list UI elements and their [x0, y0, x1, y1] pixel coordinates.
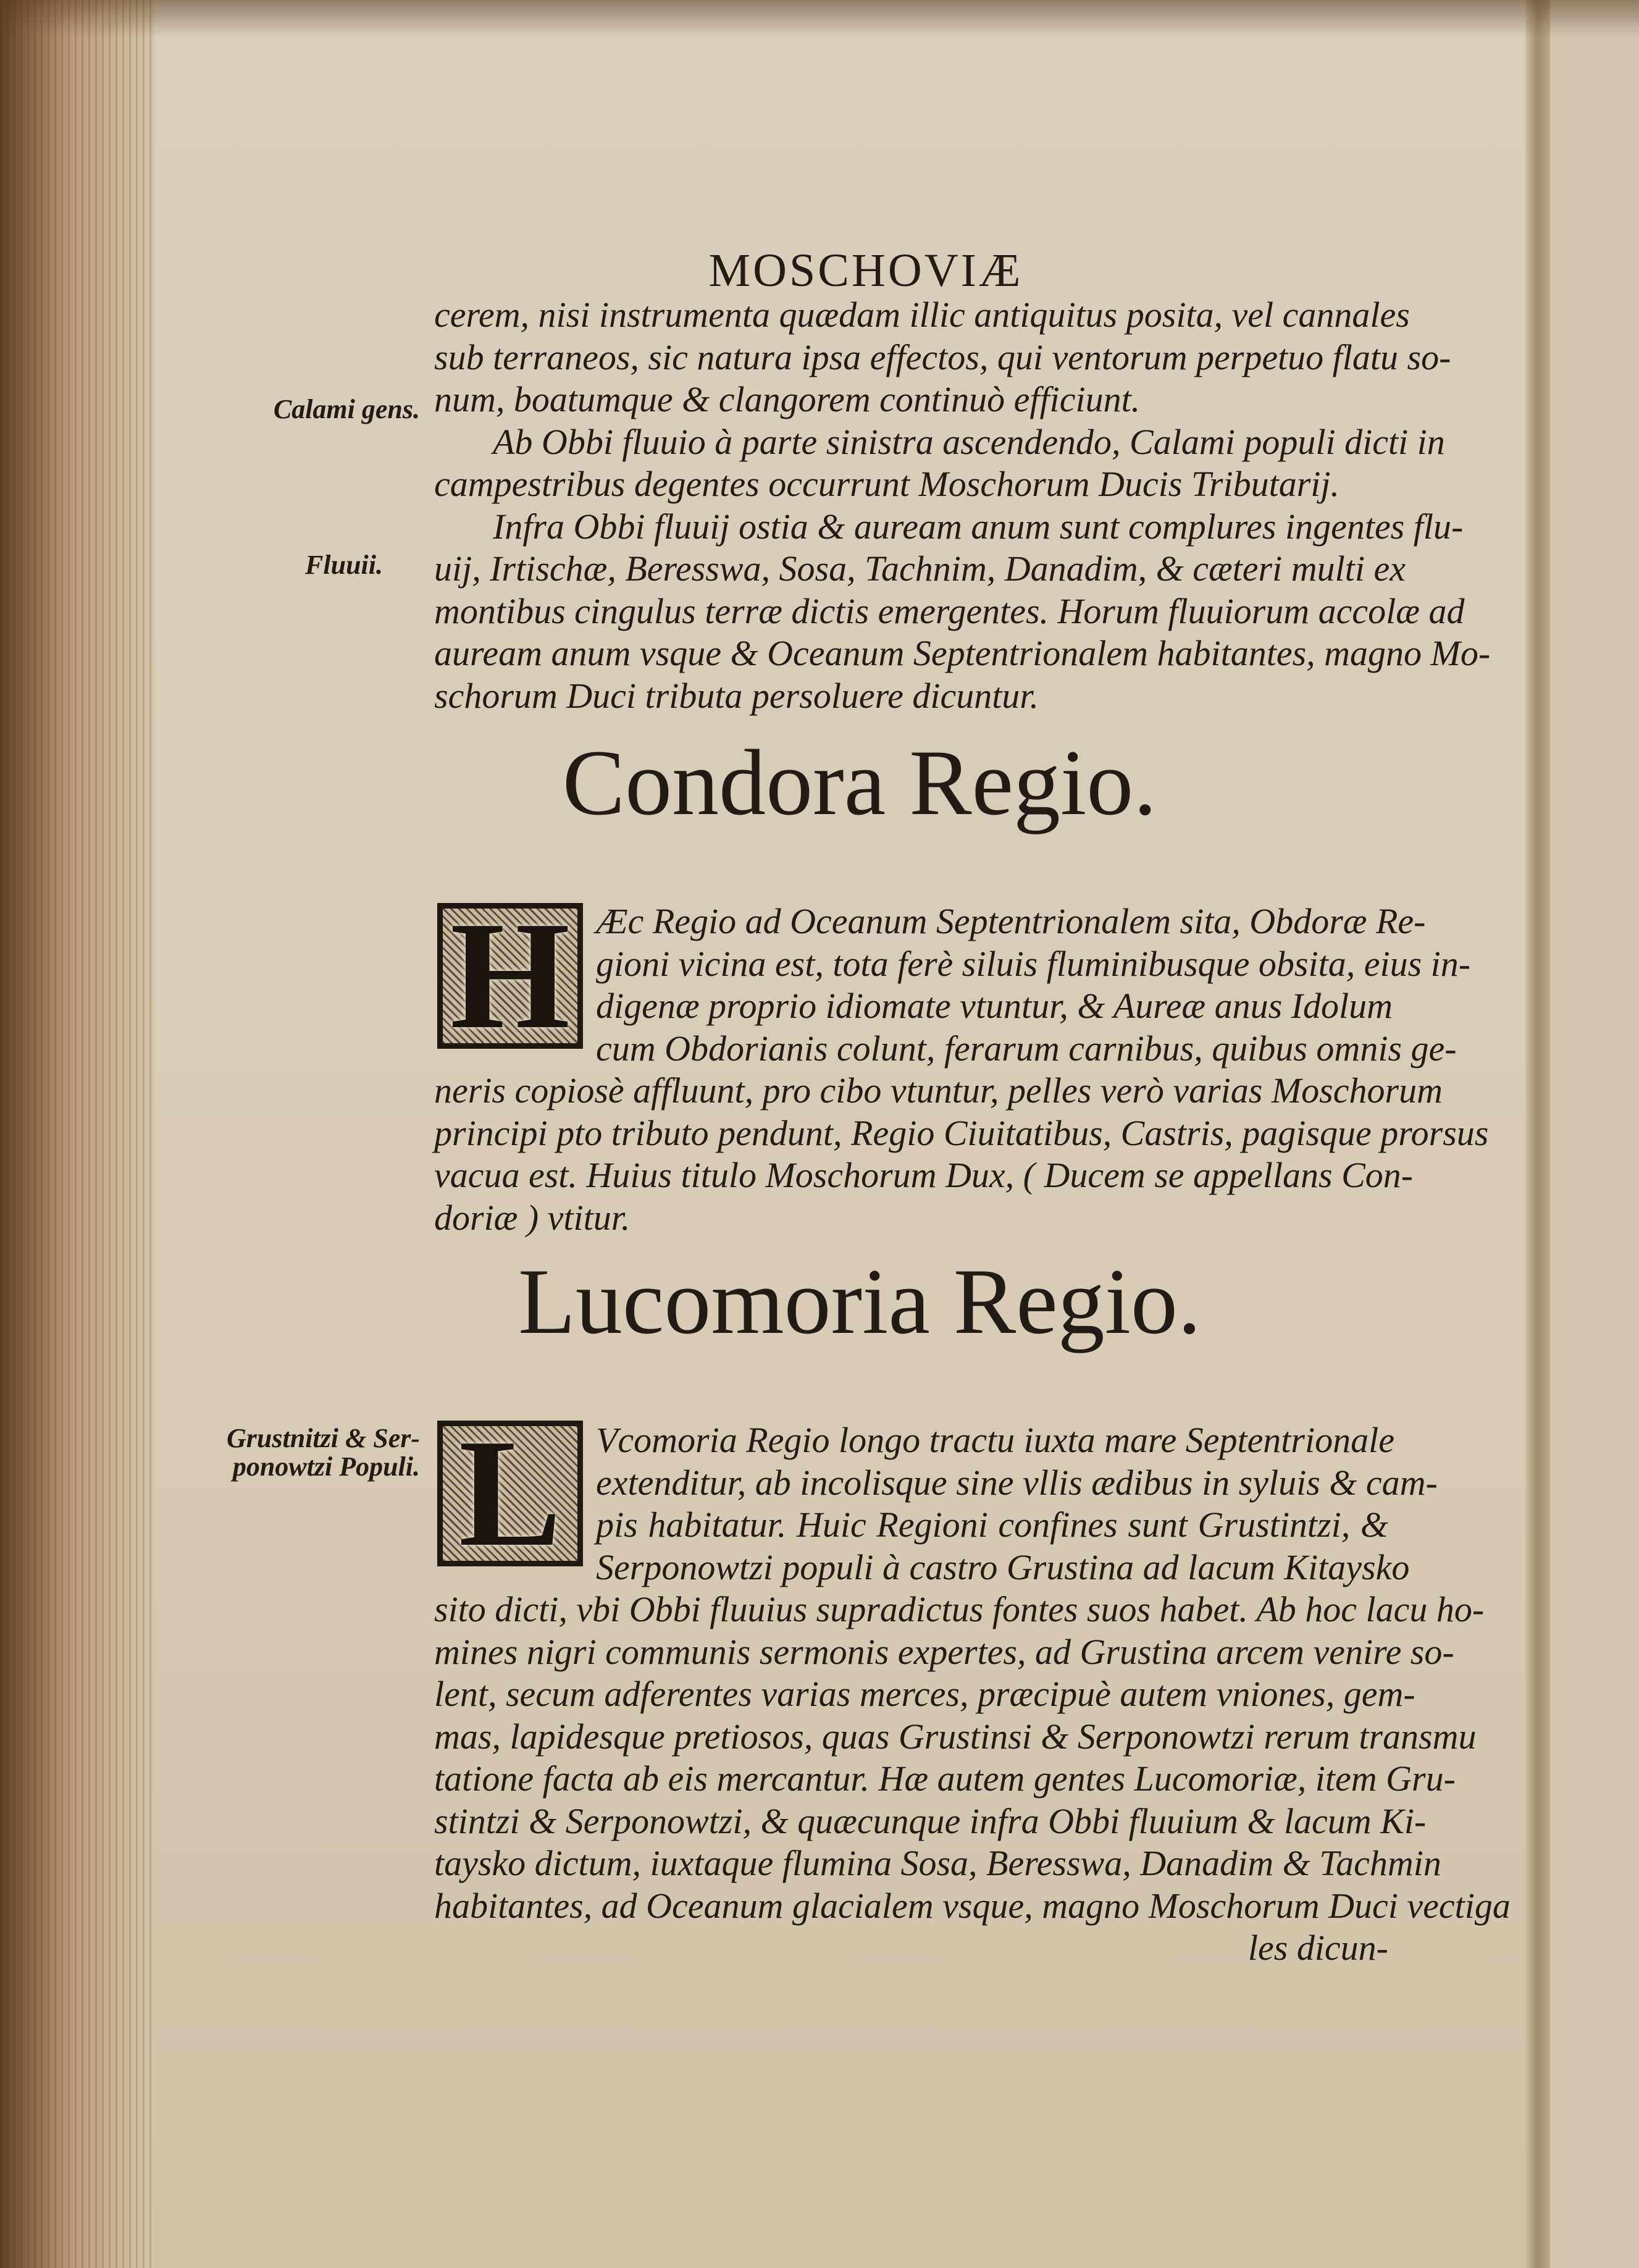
text-line: Æc Regio ad Oceanum Septentrionalem sita, Obdoræ Re-: [596, 901, 1426, 941]
text-line: taysko dictum, iuxtaque flumina Sosa, Beresswa, Danadim & Tachmin: [434, 1843, 1441, 1883]
text-line: neris copiosè affluunt, pro cibo vtuntur, pelles verò varias Moschorum: [434, 1070, 1443, 1111]
running-head: MOSCHOVIÆ: [708, 245, 1023, 296]
text-line: lent, secum adferentes varias merces, præcipuè autem vniones, gem-: [434, 1674, 1415, 1714]
text-line: schorum Duci tributa persoluere dicuntur.: [434, 675, 1039, 716]
book-fore-edge: [0, 0, 154, 2268]
marginal-note-grustnitzi-2: ponowtzi Populi.: [232, 1451, 420, 1482]
text-line: mines nigri communis sermonis expertes, ad Grustina arcem venire so-: [434, 1631, 1454, 1672]
book-gutter: [1525, 0, 1550, 2268]
text-line: cum Obdorianis colunt, ferarum carnibus, quibus omnis ge-: [596, 1028, 1457, 1069]
text-line: sub terraneos, sic natura ipsa effectos, qui ventorum perpetuo flatu so-: [434, 337, 1451, 377]
text-line: Ab Obbi fluuio à parte sinistra ascendendo, Calami populi dicti in: [493, 421, 1445, 462]
text-line: Vcomoria Regio longo tractu iuxta mare Septentrionale: [596, 1420, 1394, 1460]
text-line: gioni vicina est, tota ferè siluis fluminibusque obsita, eius in-: [596, 943, 1471, 984]
text-line: auream anum vsque & Oceanum Septentrionalem habitantes, magno Mo-: [434, 633, 1491, 673]
text-line: habitantes, ad Oceanum glacialem vsque, magno Moschorum Duci vectiga: [434, 1885, 1511, 1926]
text-line: mas, lapidesque pretiosos, quas Grustinsi & Serponowtzi rerum transmu: [434, 1716, 1477, 1757]
text-line: stintzi & Serponowtzi, & quæcunque infra Obbi fluuium & lacum Ki-: [434, 1800, 1427, 1841]
text-line: cerem, nisi instrumenta quædam illic antiquitus posita, vel cannales: [434, 295, 1410, 335]
text-line: num, boatumque & clangorem continuò efficiunt.: [434, 379, 1141, 419]
marginal-note-fluuii: Fluuii.: [305, 550, 383, 580]
text-line: pis habitatur. Huic Regioni confines sunt Grustintzi, &: [596, 1505, 1388, 1545]
section-heading-lucomoria: Lucomoria Regio.: [518, 1250, 1201, 1353]
marginal-note-calami: Calami gens.: [273, 394, 420, 424]
drop-cap-letter: L: [458, 1408, 562, 1579]
marginal-note-grustnitzi-1: Grustnitzi & Ser-: [227, 1423, 420, 1453]
text-line: extenditur, ab incolisque sine vllis ædibus in syluis & cam-: [596, 1462, 1438, 1503]
text-line: Serponowtzi populi à castro Grustina ad lacum Kitaysko: [596, 1547, 1410, 1587]
text-line: principi pto tributo pendunt, Regio Ciuitatibus, Castris, pagisque prorsus: [434, 1112, 1489, 1153]
section-heading-condora: Condora Regio.: [562, 731, 1157, 834]
text-line: vacua est. Huius titulo Moschorum Dux, ( Ducem se appellans Con-: [434, 1155, 1414, 1195]
text-line: tatione facta ab eis mercantur. Hæ autem gentes Lucomoriæ, item Gru-: [434, 1758, 1456, 1799]
text-line: les dicun-: [1247, 1928, 1388, 1968]
drop-cap-h: [437, 890, 583, 1061]
text-line: montibus cingulus terræ dictis emergentes. Horum fluuiorum accolæ ad: [434, 590, 1465, 631]
page-shadow: [0, 0, 1639, 37]
text-line: sito dicti, vbi Obbi fluuius supradictus fontes suos habet. Ab hoc lacu ho-: [434, 1589, 1485, 1629]
text-line: doriæ ) vtitur.: [434, 1197, 631, 1238]
drop-cap-l: [437, 1408, 583, 1579]
text-line: campestribus degentes occurrunt Moschorum Ducis Tributarij.: [434, 464, 1340, 504]
drop-cap-letter: H: [450, 890, 571, 1061]
facing-page-edge: [1550, 0, 1639, 2268]
text-line: Infra Obbi fluuij ostia & auream anum sunt complures ingentes flu-: [493, 506, 1464, 547]
text-line: digenæ proprio idiomate vtuntur, & Aureæ anus Idolum: [596, 986, 1393, 1026]
text-line: uij, Irtischæ, Beresswa, Sosa, Tachnim, Danadim, & cæteri multi ex: [434, 548, 1406, 589]
